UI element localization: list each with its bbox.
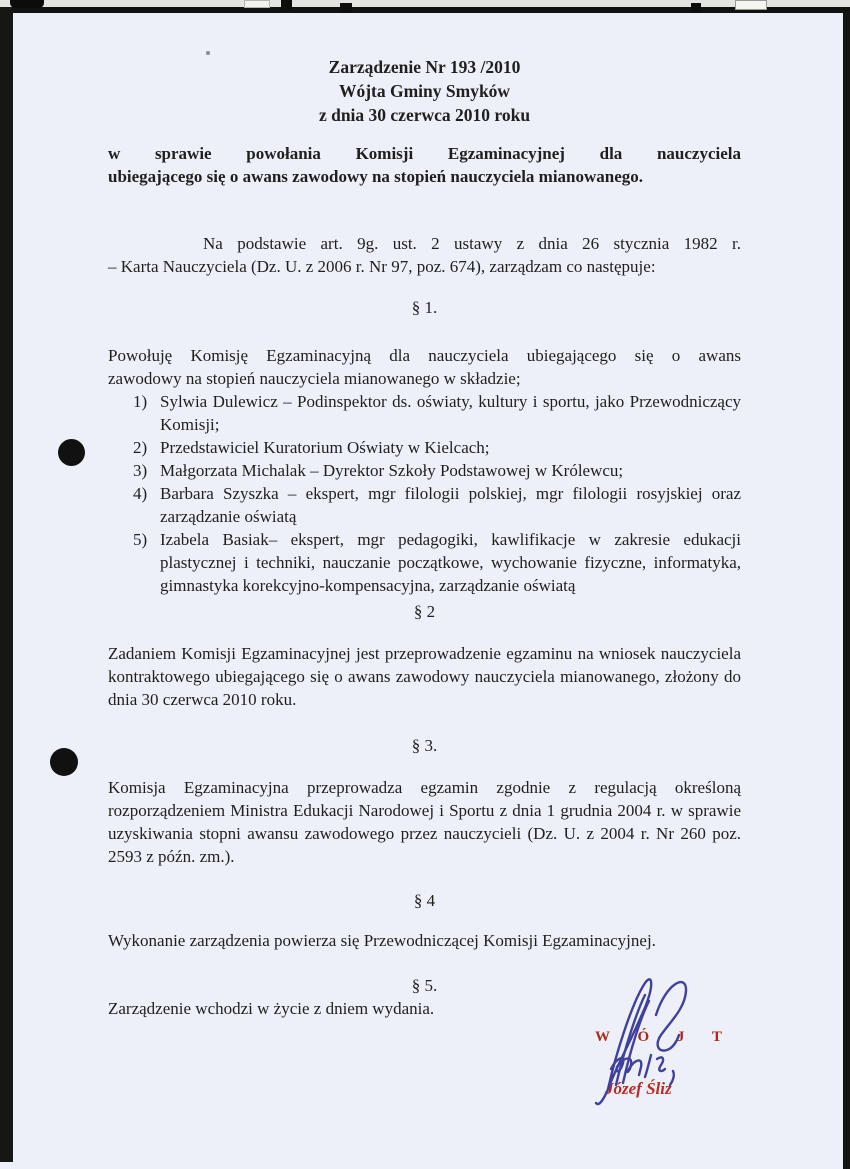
preamble-line: Na podstawie art. 9g. ust. 2 ustawy z dnia 26 stycznia 1982 r. — [203, 234, 741, 253]
list-item — [133, 436, 741, 459]
list-item-text: Barbara Szyszka – ekspert, mgr filologii polskiej, mgr filologii rosyjskiej oraz zarządzanie oświatą — [160, 484, 741, 526]
list-item-text: Izabela Basiak– ekspert, mgr pedagogiki, kawlifikacje w zakresie edukacji plastycznej i techniki, nauczanie początkowe, wychowanie fizyczne, informatyka, gimnastyka korekcyjno-kompensacyjna, zarządzanie oświatą — [160, 530, 741, 595]
list-item — [133, 390, 741, 436]
commission-members-list — [108, 390, 741, 597]
scan-artifact-square — [340, 3, 352, 13]
signature-block — [553, 971, 793, 1141]
document-content — [108, 55, 741, 1020]
section-body: Wykonanie zarządzenia powierza się Przewodniczącej Komisji Egzaminacyjnej. — [108, 931, 656, 950]
section-body-line: Powołuję Komisję Egzaminacyjną dla nauczyciela ubiegającego się o awans — [108, 346, 741, 365]
title-line-number: Zarządzenie Nr 193 /2010 — [328, 57, 521, 77]
section-body: Zarządzenie wchodzi w życie z dniem wydania. — [108, 999, 435, 1018]
list-item-marker: 1) — [133, 392, 148, 411]
subject-line: ubiegającego się o awans zawodowy na stopień nauczyciela mianowanego. — [108, 167, 644, 186]
list-item-marker: 5) — [133, 530, 148, 549]
scan-artifact-notch — [735, 0, 767, 10]
preamble-line: – Karta Nauczyciela (Dz. U. z 2006 r. Nr 97, poz. 674), zarządzam co następuje: — [108, 257, 656, 276]
section-heading: § 3. — [411, 736, 438, 755]
list-item-marker: 3) — [133, 461, 148, 480]
document-page — [13, 13, 843, 1169]
list-item-marker: 4) — [133, 484, 148, 503]
section-heading: § 4 — [413, 891, 436, 910]
list-item-text: Przedstawiciel Kuratorium Oświaty w Kielcach; — [160, 438, 490, 457]
title-line-issuer: Wójta Gminy Smyków — [338, 81, 511, 101]
handwritten-signature-icon — [553, 971, 793, 1141]
scan-artifact-tab — [10, 0, 44, 8]
section-heading: § 2 — [413, 602, 436, 621]
section-body — [108, 344, 741, 390]
section-body: Zadaniem Komisji Egzaminacyjnej jest przeprowadzenie egzaminu na wniosek nauczyciela kontraktowego ubiegającego się o awans zawodowy nauczyciela mianowanego, złożony do dnia 30 czerwca 2010 roku. — [108, 644, 741, 709]
list-item-marker: 2) — [133, 438, 148, 457]
list-item — [133, 459, 741, 482]
signatory-name: Józef Śliz — [605, 1079, 672, 1098]
list-item-text: Sylwia Dulewicz – Podinspektor ds. oświaty, kultury i sportu, jako Przewodniczący Komisji; — [160, 392, 741, 434]
scan-artifact-square — [691, 3, 701, 13]
signature-role-stamp: W Ó J T — [595, 1029, 734, 1045]
section-heading: § 1. — [411, 298, 438, 317]
scanner-edge-right — [843, 12, 850, 1169]
legal-basis-paragraph — [108, 232, 741, 278]
scan-artifact-notch — [244, 0, 270, 8]
section-body-line: zawodowy na stopień nauczyciela mianowanego w składzie; — [108, 369, 521, 388]
list-item-text: Małgorzata Michalak – Dyrektor Szkoły Podstawowej w Królewcu; — [160, 461, 624, 480]
subject-line: w sprawie powołania Komisji Egzaminacyjnej dla nauczyciela — [108, 144, 741, 163]
section-body: Komisja Egzaminacyjna przeprowadza egzamin zgodnie z regulacją określoną rozporządzeniem Ministra Edukacji Narodowej i Sportu z dnia 1 grudnia 2004 r. w sprawie uzyskiwania stopni awansu zawodowego przez nauczycieli (Dz. U. z 2004 r. Nr 260 poz. 2593 z późn. zm.). — [108, 778, 741, 866]
document-title — [108, 55, 741, 127]
hole-punch — [50, 748, 78, 776]
list-item — [133, 528, 741, 597]
scanner-edge-left — [0, 7, 13, 1162]
list-item — [133, 482, 741, 528]
title-line-date: z dnia 30 czerwca 2010 roku — [318, 105, 531, 125]
section-heading: § 5. — [411, 976, 438, 995]
hole-punch — [58, 439, 85, 466]
scan-artifact-square — [281, 0, 292, 10]
document-subject — [108, 142, 741, 188]
